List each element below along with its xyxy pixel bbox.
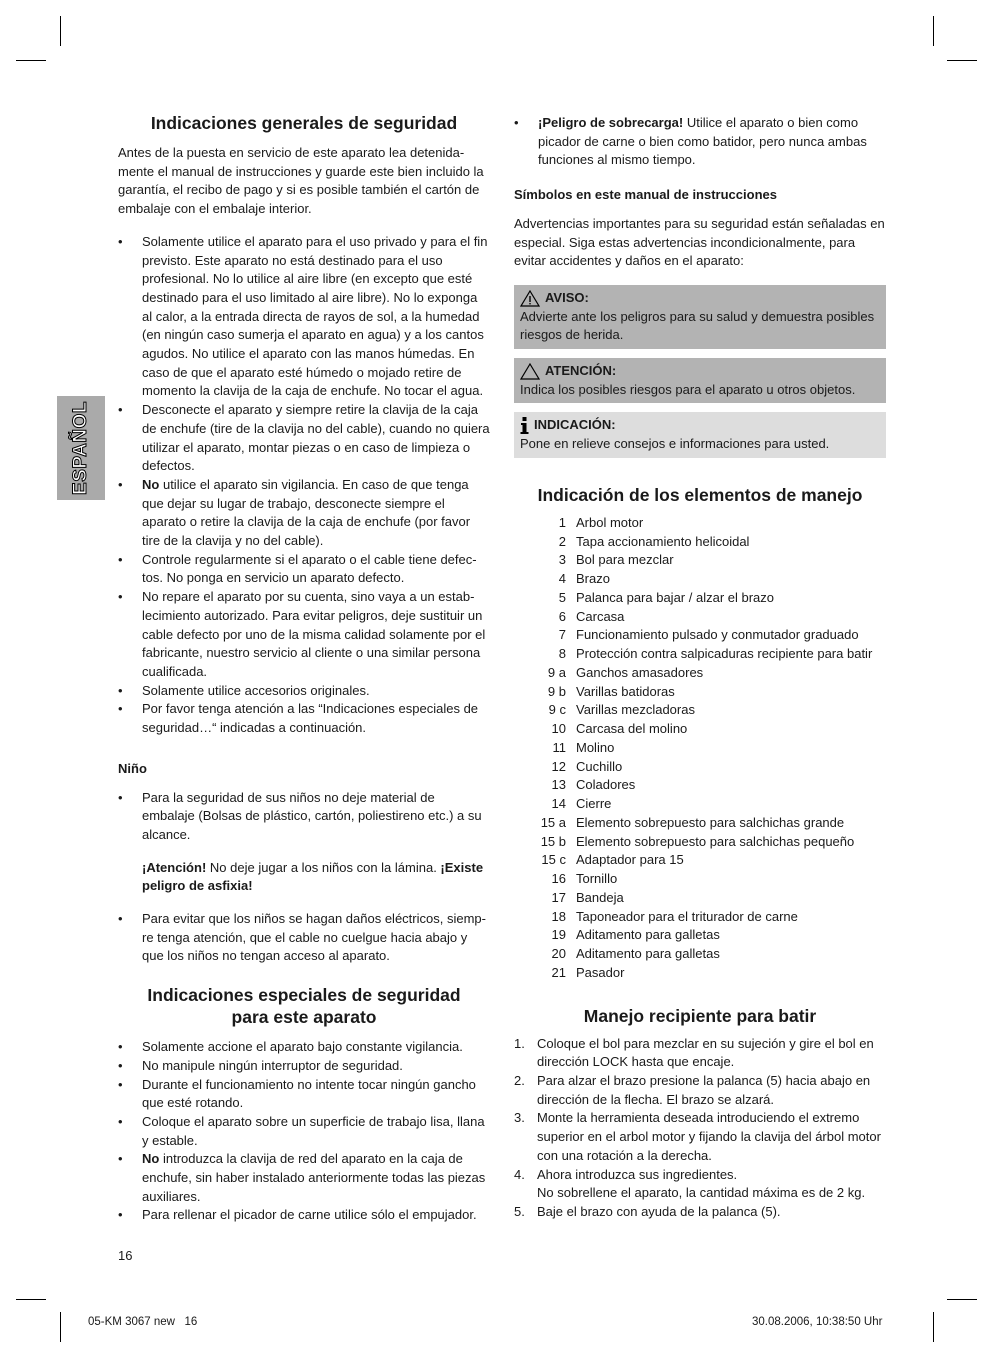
part-label: Tornillo bbox=[576, 871, 618, 887]
child-safety-list-2 bbox=[118, 910, 490, 966]
language-tab bbox=[57, 396, 105, 500]
note-box-text: Pone en relieve consejos e informaciones para usted. bbox=[520, 436, 830, 452]
elements-title: Indicación de los elementos de manejo bbox=[537, 484, 863, 505]
part-label: Aditamento para galletas bbox=[576, 946, 720, 962]
crop-mark bbox=[947, 1299, 977, 1300]
warning-box-title-text: AVISO: bbox=[545, 289, 589, 305]
warning-box-text: Advierte ante los peligros para su salud y demuestra posibles riesgos de herida. bbox=[520, 308, 875, 343]
overload-list bbox=[514, 114, 886, 170]
part-label: Bandeja bbox=[576, 889, 624, 905]
part-label: Bol para mezclar bbox=[576, 552, 674, 568]
table-row bbox=[536, 851, 872, 870]
general-safety-list bbox=[118, 233, 490, 738]
table-row bbox=[536, 720, 872, 739]
part-label: Coladores bbox=[576, 777, 636, 793]
step-text-extra: No sobrellene el aparato, la cantidad máxima es de 2 kg. bbox=[537, 1185, 866, 1201]
step-number: 5. bbox=[514, 1203, 525, 1219]
table-row bbox=[536, 945, 872, 964]
table-row bbox=[536, 908, 872, 927]
part-label: Carcasa bbox=[576, 608, 625, 624]
print-footer-right: 30.08.2006, 10:38:50 Uhr bbox=[752, 1316, 883, 1328]
warning-text: No deje jugar a los niños con la lámina. bbox=[206, 859, 441, 875]
part-number: 15 c bbox=[541, 852, 566, 868]
table-row bbox=[536, 814, 872, 833]
table-row bbox=[536, 626, 872, 645]
bold-text: ¡Peligro de sobrecarga! bbox=[538, 115, 684, 130]
bold-text: ¡Existe peligro de asfixia! bbox=[142, 859, 484, 894]
part-label: Ganchos amasadores bbox=[576, 664, 704, 680]
part-number: 9 c bbox=[548, 702, 566, 718]
bold-text: ¡Atención! bbox=[142, 859, 207, 875]
part-label: Carcasa del molino bbox=[576, 721, 688, 737]
crop-mark bbox=[933, 16, 934, 46]
special-safety-title-line1: Indicaciones especiales de seguridad bbox=[147, 985, 461, 1006]
general-safety-intro: Antes de la puesta en servicio de este aparato lea detenidamente el manual de instrucciones y guarde este bien incluido la garantía, el recibo de pago y si es posible también el cartón de embalaje con el embalaje interior. bbox=[118, 145, 484, 217]
crop-mark bbox=[16, 1299, 46, 1300]
list-item: • Solamente accione el aparato bajo constante vigilancia. bbox=[118, 1038, 490, 1057]
list-item bbox=[118, 1150, 490, 1206]
crop-mark bbox=[933, 1312, 934, 1342]
part-number: 6 bbox=[558, 608, 566, 624]
table-row bbox=[536, 964, 872, 983]
step-number: 1. bbox=[514, 1035, 525, 1051]
part-number: 4 bbox=[558, 571, 566, 587]
table-row bbox=[536, 776, 872, 795]
list-item: • Para rellenar el picador de carne utilice sólo el empujador. bbox=[118, 1206, 490, 1225]
part-number: 10 bbox=[551, 721, 566, 737]
part-number: 1 bbox=[558, 514, 566, 530]
step-number: 3. bbox=[514, 1110, 525, 1126]
part-number: 20 bbox=[551, 946, 566, 962]
list-item: • No repare el aparato por su cuenta, sino vaya a un establecimiento autorizado. Para evitar peligros, deje sustituir un cable defecto por uno de la misma calidad solamente por el fabricante, nuestro servicio al cliente o una similar persona cualificada. bbox=[118, 588, 490, 682]
info-i-icon bbox=[520, 417, 529, 434]
table-row bbox=[536, 551, 872, 570]
table-row bbox=[536, 645, 872, 664]
table-row bbox=[536, 701, 872, 720]
step-text: Baje el brazo con ayuda de la palanca (5). bbox=[537, 1203, 781, 1219]
table-row bbox=[536, 533, 872, 552]
list-item: • Para evitar que los niños se hagan daños eléctricos, siempre tenga atención, que el cable no cuelgue hacia abajo y que los niños no tengan acceso al aparato. bbox=[118, 910, 490, 966]
part-number: 2 bbox=[558, 533, 566, 549]
part-label: Pasador bbox=[576, 964, 625, 980]
part-label: Adaptador para 15 bbox=[576, 852, 684, 868]
part-label: Cierre bbox=[576, 796, 612, 812]
mixing-steps bbox=[514, 1035, 886, 1222]
part-number: 9 a bbox=[547, 664, 566, 680]
part-number: 14 bbox=[551, 796, 566, 812]
bold-text: No bbox=[142, 1151, 160, 1167]
part-number: 9 b bbox=[547, 683, 566, 699]
table-row bbox=[536, 795, 872, 814]
caution-triangle-icon bbox=[520, 363, 540, 380]
list-item bbox=[118, 476, 490, 551]
part-number: 21 bbox=[551, 964, 566, 980]
part-label: Cuchillo bbox=[576, 758, 623, 774]
special-safety-title bbox=[118, 984, 490, 1028]
warning-box bbox=[514, 285, 886, 349]
part-number: 5 bbox=[558, 589, 566, 605]
list-item: • No manipule ningún interruptor de seguridad. bbox=[118, 1057, 490, 1076]
mixing-bowl-title: Manejo recipiente para batir bbox=[583, 1005, 817, 1026]
table-row bbox=[536, 833, 872, 852]
bold-text: No bbox=[142, 476, 160, 492]
list-item-text: introduzca la clavija de red del aparato en la caja de enchufe, sin haber instalado anteriormente todas las piezas auxiliares. bbox=[142, 1151, 486, 1204]
table-row bbox=[536, 739, 872, 758]
part-label: Molino bbox=[576, 739, 615, 755]
table-row bbox=[536, 664, 872, 683]
crop-mark bbox=[947, 60, 977, 61]
step-item bbox=[514, 1109, 886, 1165]
step-item bbox=[514, 1072, 886, 1109]
list-item-text: Utilice el aparato o bien como picador de carne o bien como batidor, pero nunca ambas funciones al mismo tiempo. bbox=[538, 115, 867, 168]
caution-box-text: Indica los posibles riesgos para el aparato u otros objetos. bbox=[520, 381, 856, 397]
part-label: Taponeador para el triturador de carne bbox=[576, 908, 798, 924]
part-label: Brazo bbox=[576, 571, 610, 587]
part-label: Palanca para bajar / alzar el brazo bbox=[576, 589, 775, 605]
table-row bbox=[536, 514, 872, 533]
part-number: 8 bbox=[558, 646, 566, 662]
part-number: 15 b bbox=[540, 833, 566, 849]
caution-box-title bbox=[520, 362, 880, 381]
list-item: • Solamente utilice el aparato para el uso privado y para el fin previsto. Este aparato no está destinado para el uso profesional. No lo utilice al aire libre (en excepto que esté destinado para el uso limitado al aire libre). No lo exponga al calor, a la entrada directa de rayos de sol, a la humedad (en ningún caso sumerja el aparato en agua) y a los cantos agudos. No utilice el aparato con las manos húmedas. En caso de que el aparato esté húmedo o mojado retire de momento la clavija de la caja de enchufe. No tocar el agua. bbox=[118, 233, 490, 401]
left-column bbox=[118, 112, 490, 1239]
list-item: • Coloque el aparato sobre un superficie de trabajo lisa, llana y estable. bbox=[118, 1113, 490, 1150]
step-text: Monte la herramienta deseada introduciendo el extremo superior en el arbol motor y fijando la clavija del árbol motor con una rotación a la derecha. bbox=[537, 1110, 881, 1163]
step-text: Coloque el bol para mezclar en su sujeción y gire el bol en dirección LOCK hasta que encaje. bbox=[537, 1035, 874, 1070]
part-number: 16 bbox=[551, 871, 566, 887]
part-label: Tapa accionamiento helicoidal bbox=[576, 533, 750, 549]
part-number: 7 bbox=[558, 627, 566, 643]
page-number: 16 bbox=[118, 1248, 133, 1263]
table-row bbox=[536, 758, 872, 777]
part-label: Varillas batidoras bbox=[576, 683, 675, 699]
caution-box bbox=[514, 358, 886, 403]
table-row bbox=[536, 683, 872, 702]
right-column bbox=[514, 114, 886, 1222]
table-row bbox=[536, 608, 872, 627]
step-number: 4. bbox=[514, 1166, 525, 1182]
step-item bbox=[514, 1203, 886, 1222]
table-row bbox=[536, 889, 872, 908]
step-item bbox=[514, 1166, 886, 1203]
part-number: 18 bbox=[551, 908, 566, 924]
warning-box-title bbox=[520, 289, 880, 308]
list-item: • Durante el funcionamiento no intente tocar ningún gancho que esté rotando. bbox=[118, 1076, 490, 1113]
part-number: 3 bbox=[558, 552, 566, 568]
list-item: • Controle regularmente si el aparato o el cable tiene defectos. No ponga en servicio un aparato defecto. bbox=[118, 551, 490, 588]
step-number: 2. bbox=[514, 1073, 525, 1088]
list-item: • Para la seguridad de sus niños no deje material de embalaje (Bolsas de plástico, cartón, poliestireno etc.) a su alcance. bbox=[118, 789, 490, 845]
note-box-title-text: INDICACIÓN: bbox=[534, 417, 616, 433]
list-item: • Solamente utilice accesorios originales. bbox=[118, 682, 490, 701]
step-text: Ahora introduzca sus ingredientes. bbox=[537, 1166, 738, 1182]
part-label: Elemento sobrepuesto para salchichas pequeño bbox=[576, 833, 855, 849]
warning-triangle-icon bbox=[520, 290, 540, 307]
print-footer-left: 05-KM 3067 new 16 bbox=[88, 1316, 198, 1328]
caution-box-title-text: ATENCIÓN: bbox=[545, 363, 617, 379]
part-number: 13 bbox=[551, 777, 566, 793]
part-label: Elemento sobrepuesto para salchichas grande bbox=[576, 814, 845, 830]
special-safety-list bbox=[118, 1038, 490, 1225]
part-label: Arbol motor bbox=[576, 514, 644, 530]
step-text: Para alzar el brazo presione la palanca (5) hacia abajo en dirección de la flecha. El brazo se alzará. bbox=[537, 1073, 871, 1107]
table-row bbox=[536, 570, 872, 589]
list-item: • Por favor tenga atención a las “Indicaciones especiales de seguridad…“ indicadas a continuación. bbox=[118, 700, 490, 737]
general-safety-title: Indicaciones generales de seguridad bbox=[150, 113, 458, 133]
crop-mark bbox=[60, 16, 61, 46]
symbols-intro: Advertencias importantes para su seguridad están señaladas en especial. Siga estas advertencias incondicionalmente, para evitar accidentes y daños en el aparato: bbox=[514, 215, 885, 269]
part-number: 12 bbox=[551, 758, 566, 774]
table-row bbox=[536, 870, 872, 889]
list-item-text: utilice el aparato sin vigilancia. En caso de que tenga que dejar su lugar de trabajo, desconecte siempre el aparato o retire la clavija de la caja de enchufe (por favor tire de la clavija y no del cable). bbox=[142, 476, 471, 549]
note-box-title bbox=[520, 416, 880, 435]
note-box bbox=[514, 412, 886, 457]
table-row bbox=[536, 589, 872, 608]
part-label: Aditamento para galletas bbox=[576, 927, 720, 943]
list-item bbox=[514, 114, 886, 170]
special-safety-title-line2: para este aparato bbox=[231, 1007, 377, 1028]
part-label: Varillas mezcladoras bbox=[576, 702, 695, 718]
child-safety-title: Niño bbox=[118, 760, 147, 776]
part-number: 11 bbox=[552, 739, 566, 755]
parts-table bbox=[536, 514, 872, 983]
part-number: 17 bbox=[551, 889, 566, 905]
language-tab-label: ESPAÑOL bbox=[70, 401, 91, 495]
crop-mark bbox=[60, 1312, 61, 1342]
step-item bbox=[514, 1035, 886, 1072]
part-label: Protección contra salpicaduras recipiente para batir bbox=[576, 646, 873, 662]
symbols-title: Símbolos en este manual de instrucciones bbox=[514, 187, 777, 203]
part-label: Funcionamiento pulsado y conmutador graduado bbox=[576, 627, 859, 643]
list-item: • Desconecte el aparato y siempre retire la clavija de la caja de enchufe (tire de la clavija no del cable), cuando no quiera utilizar el aparato, montar piezas o en caso de limpieza o defectos. bbox=[118, 401, 490, 476]
child-safety-list bbox=[118, 789, 490, 845]
table-row bbox=[536, 926, 872, 945]
part-number: 19 bbox=[551, 927, 566, 943]
crop-mark bbox=[16, 60, 46, 61]
part-number: 15 a bbox=[540, 814, 566, 830]
child-warning bbox=[118, 859, 490, 896]
